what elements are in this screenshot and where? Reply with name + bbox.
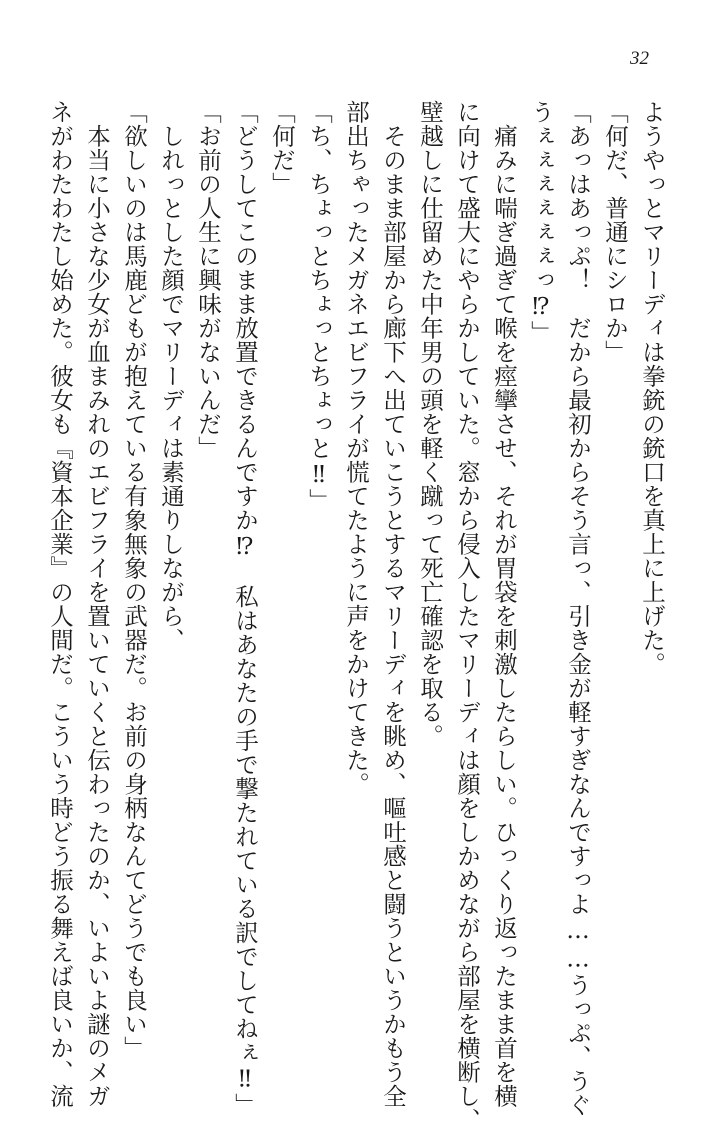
text-column: そのまま部屋から廊下へ出ていこうとするマリーディを眺め、嘔吐感と闘うというかもう全 bbox=[379, 100, 407, 1108]
text-column: 「欲しいのは馬鹿どもが抱えている有象無象の武器だ。お前の身柄なんてどうでも良い」 bbox=[120, 100, 148, 1060]
text-column: うぇぇぇぇぇぇっ⁉」 bbox=[527, 100, 555, 345]
text-column: ネがわたわたし始めた。彼女も『資本企業』の人間だ。こういう時どう振る舞えば良いか、流 bbox=[46, 100, 74, 1108]
text-column: しれっとした顔でマリーディは素通りしながら、 bbox=[157, 100, 185, 652]
text-column: に向けて盛大にやらかしていた。窓から侵入したマリーディは顔をしかめながら部屋を横断し、 bbox=[453, 100, 481, 1132]
text-column: 痛みに喘ぎ過ぎて喉を痙攣させ、それが胃袋を刺激したらしい。ひっくり返ったまま首を横 bbox=[490, 100, 518, 1108]
text-column: ようやっとマリーディは拳銃の銃口を真上に上げた。 bbox=[638, 100, 666, 676]
text-column: 部出ちゃったメガネエビフライが慌てたように声をかけてきた。 bbox=[342, 100, 370, 796]
page-number: 32 bbox=[630, 48, 649, 69]
vertical-text-body bbox=[46, 100, 678, 1132]
text-column: 「ち、ちょっとちょっとちょっと‼」 bbox=[305, 100, 333, 513]
text-column: 壁越しに仕留めた中年男の頭を軽く蹴って死亡確認を取る。 bbox=[416, 100, 444, 748]
text-column: 「何だ」 bbox=[268, 100, 296, 196]
text-column: 「あっはあっぷ！ だから最初からそう言っ、引き金が軽すぎなんですっよ……うっぷ、うぐ bbox=[564, 100, 592, 1117]
text-column: 「どうしてこのまま放置できるんですか⁉ 私はあなたの手で撃たれている訳でしてねぇ‼」 bbox=[231, 100, 259, 1117]
text-column: 「何だ、普通にシロか」 bbox=[601, 100, 629, 364]
text-column: 本当に小さな少女が血まみれのエビフライを置いていくと伝わったのか、いよいよ謎のメガ bbox=[83, 100, 111, 1108]
text-column: 「お前の人生に興味がないんだ」 bbox=[194, 100, 222, 460]
